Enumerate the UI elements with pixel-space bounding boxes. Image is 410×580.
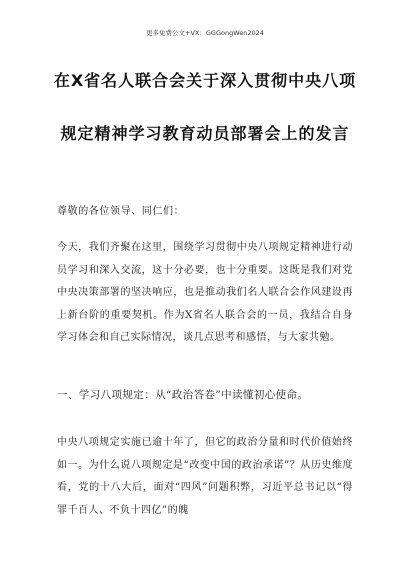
document-title-line-2: 规定精神学习教育动员部署会上的发言 bbox=[60, 124, 350, 143]
document-title-line-1: 在X省名人联合会关于深入贯彻中央八项 bbox=[53, 71, 357, 90]
paragraph-section-1: 中央八项规定实施已逾十年了，但它的政治分量和时代价值始终如一。为什么说八项规定是“改变中国的政治承诺”？从历史维度看，党的十八大后，面对“四风”问题积弊，习近平总书记以“得罪千百人、不负十四亿”的魄 bbox=[57, 437, 353, 516]
header-note: 更多免费公文+VX：GGGongWen2024 bbox=[146, 29, 264, 37]
paragraph-intro: 今天，我们齐聚在这里，围绕学习贯彻中央八项规定精神进行动员学习和深入交流，这十分必要，也十分重要。这既是我们对党中央决策部署的坚决响应，也是推动我们名人联合会作风建设再上新台阶的重要契机。作为X省名人联合会的一员，我结合自身学习体会和自己实际情况，谈几点思考和感悟，与大家共勉。 bbox=[57, 242, 353, 343]
greeting: 尊敬的各位领导、同仁们： bbox=[57, 206, 185, 217]
section-heading-1: 一、学习八项规定：从“政治答卷”中读懂初心使命。 bbox=[57, 389, 309, 401]
